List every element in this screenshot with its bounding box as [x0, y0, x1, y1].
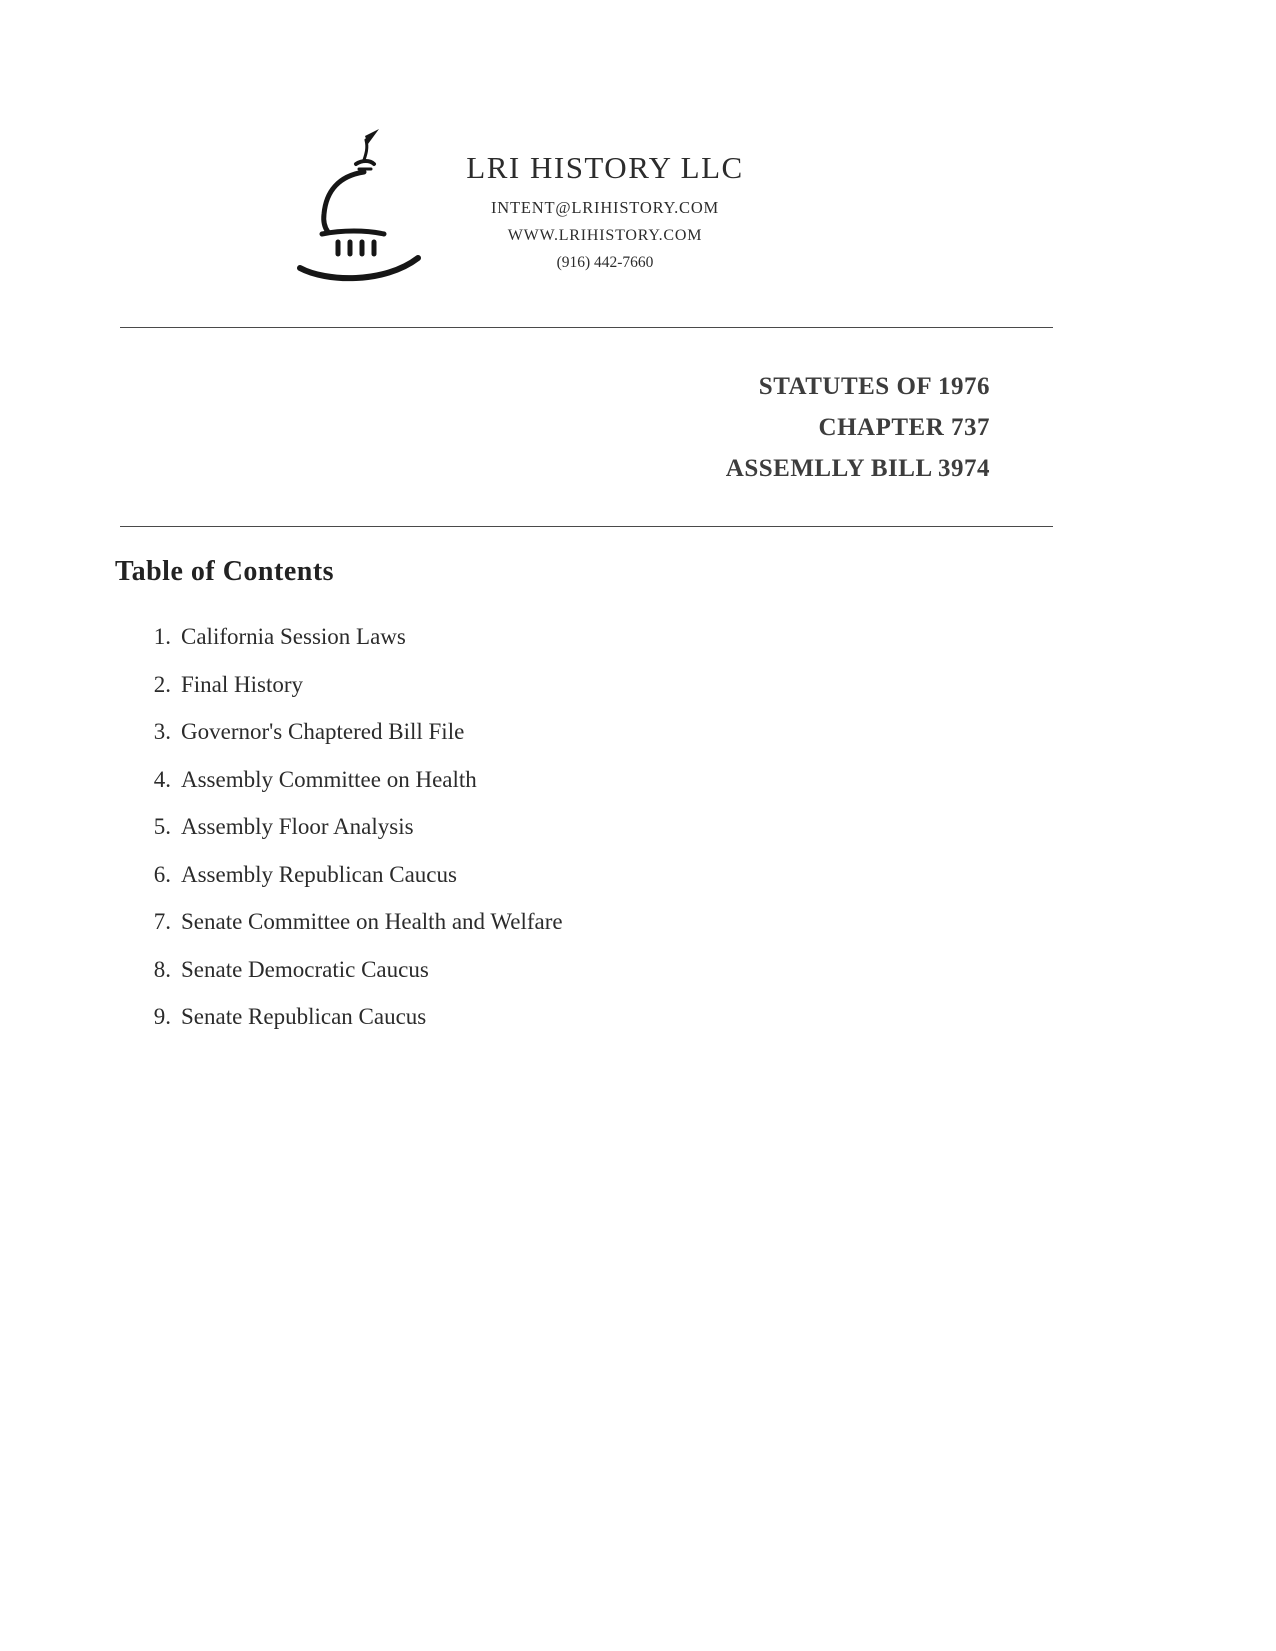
statute-title-block: [726, 366, 990, 489]
toc-item: Senate Democratic Caucus: [181, 956, 429, 982]
toc-item: Senate Republican Caucus: [181, 1004, 427, 1029]
company-email: INTENT@LRIHISTORY.COM: [490, 198, 720, 217]
letterhead: [380, 150, 830, 272]
toc-item: California Session Laws: [181, 624, 406, 649]
assembly-bill-line: ASSEMLLY BILL 3974: [725, 455, 990, 482]
toc-heading: Table of Contents: [115, 556, 335, 587]
company-website: WWW.LRIHISTORY.COM: [507, 227, 703, 244]
toc-list: [115, 622, 563, 1050]
toc-item: Assembly Republican Caucus: [181, 861, 457, 887]
toc-item: Assembly Floor Analysis: [181, 814, 414, 839]
company-phone: (916) 442-7660: [556, 254, 654, 271]
toc-item: Senate Committee on Health and Welfare: [181, 909, 563, 934]
toc-item: Final History: [181, 671, 304, 697]
toc-item: Assembly Committee on Health: [181, 766, 477, 792]
divider-top: [120, 327, 1053, 328]
toc-item: Governor's Chaptered Bill File: [181, 719, 465, 744]
company-name: LRI HISTORY LLC: [466, 150, 744, 185]
statutes-line: STATUTES OF 1976: [758, 373, 990, 400]
divider-bottom: [120, 526, 1053, 527]
chapter-line: CHAPTER 737: [818, 414, 990, 441]
